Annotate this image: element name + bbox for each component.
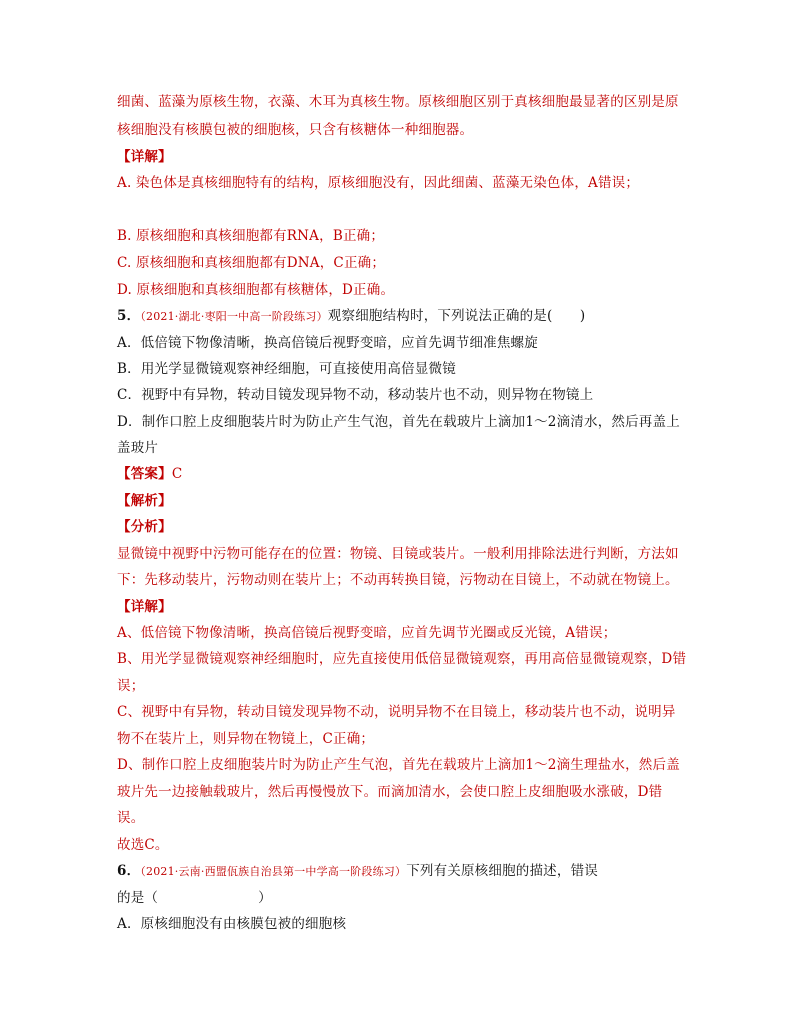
option-d-line-2: 盖玻片 xyxy=(117,440,159,456)
question-number: 5． xyxy=(117,308,141,324)
detail2-d-line-3: 误。 xyxy=(117,810,145,826)
intro-line-2: 核细胞没有核膜包被的细胞核，只含有核糖体一种细胞器。 xyxy=(117,122,474,138)
option-d-line-1: D．制作口腔上皮细胞装片时为防止产生气泡，首先在载玻片上滴加1～2滴清水，然后再盖上 xyxy=(117,414,680,430)
question-6-option-a: A．原核细胞没有由核膜包被的细胞核 xyxy=(117,916,347,932)
answer-label: 【答案】 xyxy=(117,466,172,482)
answer-line xyxy=(117,465,182,483)
fenxi-heading: 【分析】 xyxy=(117,519,172,535)
detail-option-c: C. 原核细胞和真核细胞都有DNA，C正确； xyxy=(117,255,386,271)
conclusion: 故选C。 xyxy=(117,837,169,853)
question-number: 6． xyxy=(117,863,141,879)
stem-suffix: ） xyxy=(258,890,272,906)
detail-heading-2: 【详解】 xyxy=(117,599,172,615)
answer-value: C xyxy=(171,466,183,482)
option-c: C．视野中有异物，转动目镜发现异物不动，移动装片也不动，则异物在物镜上 xyxy=(117,387,594,403)
detail2-d-line-1: D、制作口腔上皮细胞装片时为防止产生气泡，首先在载玻片上滴加1～2滴生理盐水，然后盖 xyxy=(117,757,680,773)
detail2-b-line-1: B、用光学显微镜观察神经细胞时，应先直接使用低倍显微镜观察，再用高倍显微镜观察，D错 xyxy=(117,651,687,667)
detail-option-b: B. 原核细胞和真核细胞都有RNA，B正确； xyxy=(117,228,385,244)
fenxi-line-2: 下：先移动装片，污物动则在装片上；不动再转换目镜，污物动在目镜上，不动就在物镜上。 xyxy=(117,572,679,588)
question-source: （2021·云南·西盟佤族自治县第一中学高一阶段练习） xyxy=(140,865,407,878)
fenxi-line-1: 显微镜中视野中污物可能存在的位置：物镜、目镜或装片。一般利用排除法进行判断，方法如 xyxy=(117,546,679,562)
detail-option-a: A. 染色体是真核细胞特有的结构，原核细胞没有，因此细菌、蓝藻无染色体，A错误； xyxy=(117,175,640,191)
detail-option-d: D. 原核细胞和真核细胞都有核糖体，D正确。 xyxy=(117,282,395,298)
stem-prefix: 的是（ xyxy=(117,890,159,906)
intro-line-1: 细菌、蓝藻为原核生物，衣藻、木耳为真核生物。原核细胞区别于真核细胞最显著的区别是原 xyxy=(117,94,679,110)
option-a: A．低倍镜下物像清晰，换高倍镜后视野变暗，应首先调节细准焦螺旋 xyxy=(117,335,538,351)
question-text: 下列有关原核细胞的描述，错误 xyxy=(406,863,598,879)
detail-heading: 【详解】 xyxy=(117,149,172,165)
question-5-stem xyxy=(117,307,585,326)
detail2-c-line-1: C、视野中有异物，转动目镜发现异物不动，说明异物不在目镜上，移动装片也不动，说明异 xyxy=(117,704,676,720)
question-source: （2021·湖北·枣阳一中高一阶段练习） xyxy=(140,310,328,323)
option-b: B．用光学显微镜观察神经细胞，可直接使用高倍显微镜 xyxy=(117,361,456,377)
detail2-d-line-2: 玻片先一边接触载玻片，然后再慢慢放下。而滴加清水，会使口腔上皮细胞吸水涨破，D错 xyxy=(117,784,663,800)
detail2-b-line-2: 误； xyxy=(117,678,145,694)
question-text: 观察细胞结构时，下列说法正确的是( ) xyxy=(327,308,586,324)
detail2-a: A、低倍镜下物像清晰，换高倍镜后视野变暗，应首先调节光圈或反光镜，A错误； xyxy=(117,625,617,641)
question-6-stem-line-1 xyxy=(117,862,598,881)
analysis-heading: 【解析】 xyxy=(117,493,172,509)
question-6-stem-line-2 xyxy=(117,889,272,907)
detail2-c-line-2: 物不在装片上，则异物在物镜上，C正确； xyxy=(117,731,375,747)
